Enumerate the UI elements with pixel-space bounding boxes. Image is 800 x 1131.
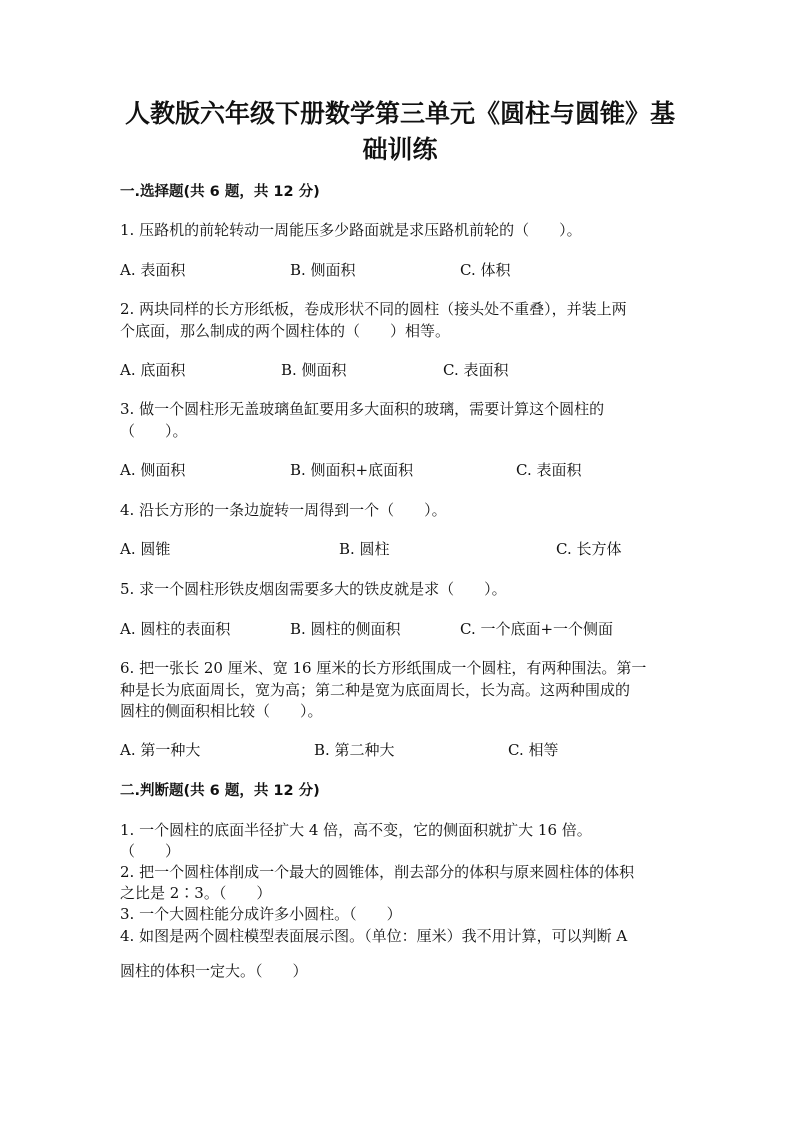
title-line-1: 人教版六年级下册数学第三单元《圆柱与圆锥》基 (124, 99, 675, 128)
question-3-option-c: C. 表面积 (516, 461, 582, 479)
judge-2-line-1: 2. 把一个圆柱体削成一个最大的圆锥体，削去部分的体积与原来圆柱体的体积 (120, 863, 635, 881)
question-4-option-a: A. 圆锥 (120, 540, 171, 558)
question-2-option-a: A. 底面积 (120, 361, 186, 379)
question-1-option-b: B. 侧面积 (290, 261, 356, 279)
page-title (100, 96, 700, 168)
question-2-option-b: B. 侧面积 (281, 361, 347, 379)
question-1-option-c: C. 体积 (460, 261, 511, 279)
question-1-option-a: A. 表面积 (120, 261, 186, 279)
question-4-line-1: 4. 沿长方形的一条边旋转一周得到一个（ ）。 (120, 501, 447, 519)
question-6-line-1: 6. 把一张长 20 厘米、宽 16 厘米的长方形纸围成一个圆柱，有两种围法。第一 (120, 659, 647, 677)
judge-4-line-2: 圆柱的体积一定大。（ ） (120, 962, 308, 980)
question-4-option-b: B. 圆柱 (339, 540, 390, 558)
judge-1-line-2: （ ） (120, 842, 181, 860)
question-6-option-b: B. 第二种大 (314, 741, 395, 759)
question-3-option-a: A. 侧面积 (120, 461, 186, 479)
judge-2-line-2: 之比是 2∶3。（ ） (120, 884, 272, 902)
question-6-line-3: 圆柱的侧面积相比较（ ）。 (120, 702, 323, 720)
question-3-option-b: B. 侧面积+底面积 (290, 461, 414, 479)
question-6-option-c: C. 相等 (508, 741, 559, 759)
judge-3-line-1: 3. 一个大圆柱能分成许多小圆柱。（ ） (120, 905, 402, 923)
question-1-line-1: 1. 压路机的前轮转动一周能压多少路面就是求压路机前轮的（ ）。 (120, 221, 582, 239)
question-3-line-1: 3. 做一个圆柱形无盖玻璃鱼缸要用多大面积的玻璃，需要计算这个圆柱的 (120, 400, 605, 418)
question-2-option-c: C. 表面积 (443, 361, 509, 379)
judge-1-line-1: 1. 一个圆柱的底面半径扩大 4 倍，高不变，它的侧面积就扩大 16 倍。 (120, 821, 592, 839)
question-5-option-c: C. 一个底面+一个侧面 (460, 620, 614, 638)
question-5-line-1: 5. 求一个圆柱形铁皮烟囱需要多大的铁皮就是求（ ）。 (120, 580, 507, 598)
question-3-line-2: （ ）。 (120, 422, 188, 440)
question-5-option-b: B. 圆柱的侧面积 (290, 620, 401, 638)
section-heading-choice: 一.选择题(共 6 题，共 12 分) (120, 184, 320, 200)
question-5-option-a: A. 圆柱的表面积 (120, 620, 231, 638)
section-heading-judge: 二.判断题(共 6 题，共 12 分) (120, 783, 320, 799)
judge-4-line-1: 4. 如图是两个圆柱模型表面展示图。（单位：厘米）我不用计算，可以判断 A (120, 927, 628, 945)
question-6-line-2: 种是长为底面周长，宽为高；第二种是宽为底面周长，长为高。这两种围成的 (120, 681, 631, 699)
question-6-option-a: A. 第一种大 (120, 741, 201, 759)
question-2-line-2: 个底面，那么制成的两个圆柱体的（ ）相等。 (120, 322, 451, 340)
title-line-2: 础训练 (362, 135, 438, 164)
question-4-option-c: C. 长方体 (556, 540, 622, 558)
question-2-line-1: 2. 两块同样的长方形纸板，卷成形状不同的圆柱（接头处不重叠），并装上两 (120, 300, 627, 318)
